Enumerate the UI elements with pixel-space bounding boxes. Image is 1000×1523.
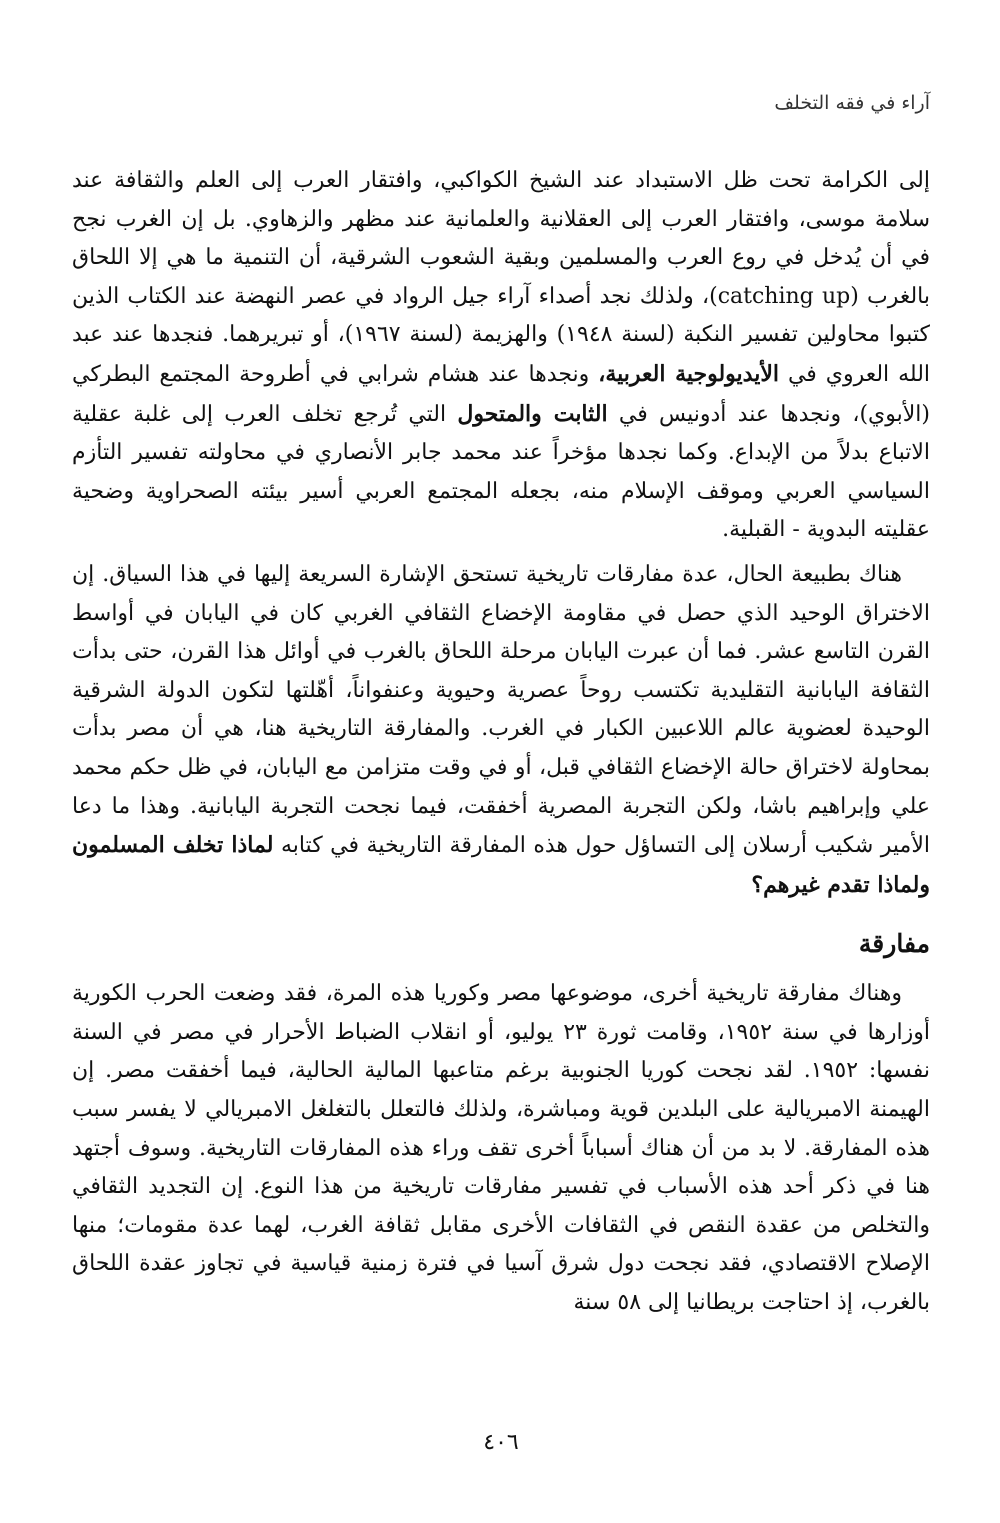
- paragraph-1-text-c: التي تُرجع تخلف العرب إلى غلبة عقلية الاتباع بدلاً من الإبداع. وكما نجدها مؤخراً عند محمد جابر الأنصاري في محاولته تفسير التأزم السياسي العربي وموقف الإسلام منه، بجعله المجتمع العربي أسير بيئته الصحراوية وضحية عقليته البدوية - القبلية.: [72, 401, 930, 543]
- section-heading: مفارقة: [858, 929, 930, 959]
- paragraph-2: [72, 556, 930, 905]
- paragraph-1: [72, 162, 930, 550]
- paragraph-3: وهناك مفارقة تاريخية أخرى، موضوعها مصر وكوريا هذه المرة، فقد وضعت الحرب الكورية أوزارها في سنة ١٩٥٢، وقامت ثورة ٢٣ يوليو، أو انقلاب الضباط الأحرار في مصر في السنة نفسها: ١٩٥٢. لقد نجحت كوريا الجنوبية برغم متاعبها المالية الحالية، فيما أخفقت مصر. إن الهيمنة الامبريالية على البلدين قوية ومباشرة، ولذلك فالتعلل بالتغلغل الامبريالي لا يفسر سبب هذه المفارقة. لا بد من أن هناك أسباباً أخرى تقف وراء هذه المفارقات التاريخية. وسوف أجتهد هنا في ذكر أحد هذه الأسباب في تفسير مفارقات تاريخية من هذا النوع. إن التجديد الثقافي والتخلص من عقدة النقص في الثقافات الأخرى مقابل ثقافة الغرب، لهما عدة مقومات؛ منها الإصلاح الاقتصادي، فقد نجحت دول شرق آسيا في فترة زمنية قياسية في تجاوز عقدة اللحاق بالغرب، إذ احتاجت بريطانيا إلى ٥٨ سنة: [72, 981, 930, 1316]
- book-title-arab-ideology: الأيديولوجية العربية،: [598, 360, 780, 387]
- book-page: [72, 0, 930, 1523]
- paragraph-1-text-a: إلى الكرامة تحت ظل الاستبداد عند الشيخ الكواكبي، وافتقار العرب إلى العلم والثقافة عند سلامة موسى، وافتقار العرب إلى العقلانية والعلمانية عند مظهر والزهاوي. بل إن الغرب نجح في أن يُدخل في روع العرب والمسلمين وبقية الشعوب الشرقية، أن التنمية ما هي إلا اللحاق بالغرب (catching up)، ولذلك نجد أصداء آراء جيل الرواد في عصر النهضة عند الكتاب الذين كتبوا محاولين تفسير النكبة (لسنة ١٩٤٨) والهزيمة (لسنة ١٩٦٧)، أو تبريرهما. فنجدها عند عبد الله العروي في: [72, 168, 931, 387]
- body-text: [72, 162, 930, 1323]
- book-title-constant-and-changing: الثابت والمتحول: [457, 400, 608, 427]
- page-number: ٤٠٦: [483, 1430, 519, 1455]
- running-header: آراء في فقه التخلف: [774, 92, 930, 114]
- paragraph-2-text: هناك بطبيعة الحال، عدة مفارقات تاريخية تستحق الإشارة السريعة إليها في هذا السياق. إن الاختراق الوحيد الذي حصل في مقاومة الإخضاع الثقافي الغربي كان في اليابان في أواسط القرن التاسع عشر. فما أن عبرت اليابان مرحلة اللحاق بالغرب في أوائل هذا القرن، حتى بدأت الثقافة اليابانية التقليدية تكتسب روحاً عصرية وحيوية وعنفواناً، أهّلتها لتكون الدولة الشرقية الوحيدة لعضوية عالم اللاعبين الكبار في الغرب. والمفارقة التاريخية هنا، هي أن مصر بدأت بمحاولة لاختراق حالة الإخضاع الثقافي قبل، أو في وقت متزامن مع اليابان، في ظل حكم محمد علي وإبراهيم باشا، ولكن التجربة المصرية أخفقت، فيما نجحت التجربة اليابانية. وهذا ما دعا الأمير شكيب أرسلان إلى التساؤل حول هذه المفارقة التاريخية في كتابه: [72, 561, 930, 859]
- paragraph-1-text-b: ونجدها عند هشام شرابي في أطروحة المجتمع البطركي (الأبوي)، ونجدها عند أدونيس في: [72, 361, 930, 427]
- book-title-why-muslims-fell-behind: لماذا تخلف المسلمون ولماذا تقدم غيرهم؟: [72, 832, 930, 898]
